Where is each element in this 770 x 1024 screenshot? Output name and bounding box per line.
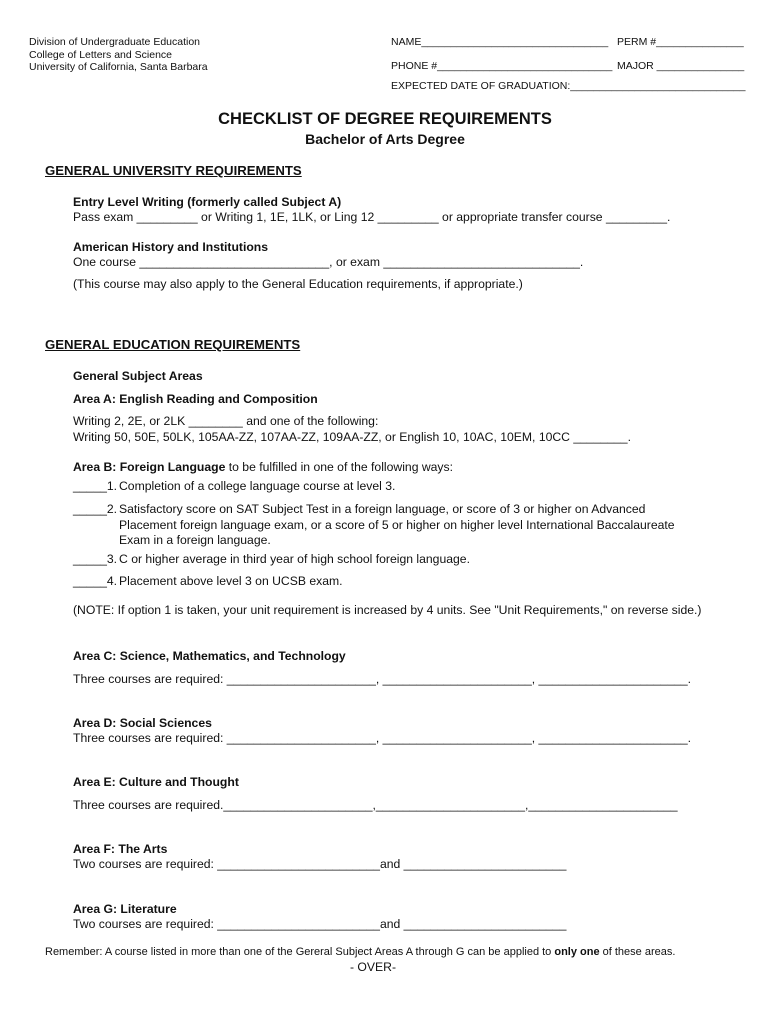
- org-line-division: Division of Undergraduate Education: [29, 36, 201, 48]
- area-b-title-rest: to be fulfilled in one of the following ways:: [225, 460, 454, 474]
- general-education-heading: GENERAL EDUCATION REQUIREMENTS: [45, 337, 301, 352]
- over-marker: - OVER-: [349, 960, 397, 974]
- option-text: C or higher average in third year of high school foreign language.: [119, 552, 470, 566]
- org-line-college: College of Letters and Science: [29, 48, 173, 61]
- area-a-title: Area A: English Reading and Composition: [73, 392, 318, 406]
- general-subject-areas-label: General Subject Areas: [73, 369, 203, 383]
- area-c-line[interactable]: Three courses are required: ______________________, ______________________, ______________________.: [73, 672, 692, 686]
- area-b-option-2[interactable]: [73, 502, 705, 549]
- remember-note: [45, 946, 675, 958]
- perm-field[interactable]: PERM #_______________: [617, 36, 744, 48]
- area-d-title: Area D: Social Sciences: [73, 716, 212, 730]
- american-history-note: (This course may also apply to the General Education requirements, if appropriate.): [73, 277, 523, 291]
- org-line-university: University of California, Santa Barbara: [29, 61, 208, 73]
- option-blank[interactable]: _____4.: [73, 574, 118, 588]
- area-c-title: Area C: Science, Mathematics, and Technology: [73, 649, 346, 663]
- area-b-option-4[interactable]: [73, 574, 343, 588]
- option-text: Satisfactory score on SAT Subject Test in a foreign language, or score of 3 or higher on Advanced Placement foreign language exam, or a score of 5 or higher on higher level International Baccalaureate Exam in a foreign language.: [119, 502, 675, 547]
- american-history-title: American History and Institutions: [73, 240, 269, 254]
- area-b-title: Area B: Foreign Language: [73, 460, 226, 474]
- area-g-line[interactable]: Two courses are required: ________________________and ________________________: [73, 917, 567, 931]
- area-b-title-line: [73, 460, 453, 474]
- graduation-date-field[interactable]: EXPECTED DATE OF GRADUATION:______________________________: [391, 80, 746, 92]
- area-f-title: Area F: The Arts: [73, 842, 168, 856]
- american-history-line[interactable]: One course ____________________________, or exam _____________________________.: [73, 255, 584, 269]
- option-blank[interactable]: _____2.: [73, 502, 118, 516]
- option-text: Completion of a college language course at level 3.: [119, 479, 396, 493]
- org-block: [29, 36, 208, 74]
- area-b-option-1[interactable]: [73, 479, 395, 493]
- area-b-option-3[interactable]: [73, 552, 470, 566]
- option-blank[interactable]: _____3.: [73, 552, 118, 566]
- area-e-title: Area E: Culture and Thought: [73, 775, 239, 789]
- area-b-note: (NOTE: If option 1 is taken, your unit requirement is increased by 4 units. See "Unit Requirements," on reverse side.): [73, 603, 702, 617]
- remember-pre: Remember: A course listed in more than one of the Gereral Subject Areas A through G can be applied to: [45, 946, 555, 958]
- major-field[interactable]: MAJOR _______________: [617, 60, 745, 72]
- remember-bold: only one: [554, 946, 600, 958]
- page-title: CHECKLIST OF DEGREE REQUIREMENTS: [218, 110, 552, 128]
- entry-level-writing-line[interactable]: Pass exam _________ or Writing 1, 1E, 1LK, or Ling 12 _________ or appropriate transfer course _________.: [73, 210, 671, 224]
- phone-field[interactable]: PHONE #______________________________: [391, 60, 613, 72]
- option-text: Placement above level 3 on UCSB exam.: [119, 574, 343, 588]
- page-subtitle: Bachelor of Arts Degree: [305, 131, 465, 147]
- area-f-line[interactable]: Two courses are required: ________________________and ________________________: [73, 857, 567, 871]
- option-blank[interactable]: _____1.: [73, 479, 118, 493]
- name-field[interactable]: NAME________________________________: [391, 36, 609, 48]
- area-a-line-1[interactable]: Writing 2, 2E, or 2LK ________ and one of the following:: [73, 414, 379, 428]
- area-a-line-2[interactable]: Writing 50, 50E, 50LK, 105AA-ZZ, 107AA-ZZ, 109AA-ZZ, or English 10, 10AC, 10EM, 10CC ________.: [73, 430, 631, 444]
- remember-post: of these areas.: [599, 946, 676, 958]
- area-g-title: Area G: Literature: [73, 902, 177, 916]
- entry-level-writing-title: Entry Level Writing (formerly called Subject A): [73, 195, 342, 209]
- area-d-line[interactable]: Three courses are required: ______________________, ______________________, ______________________.: [73, 731, 692, 745]
- area-e-line[interactable]: Three courses are required.______________________,______________________,______________________: [73, 798, 678, 812]
- general-university-heading: GENERAL UNIVERSITY REQUIREMENTS: [45, 163, 302, 178]
